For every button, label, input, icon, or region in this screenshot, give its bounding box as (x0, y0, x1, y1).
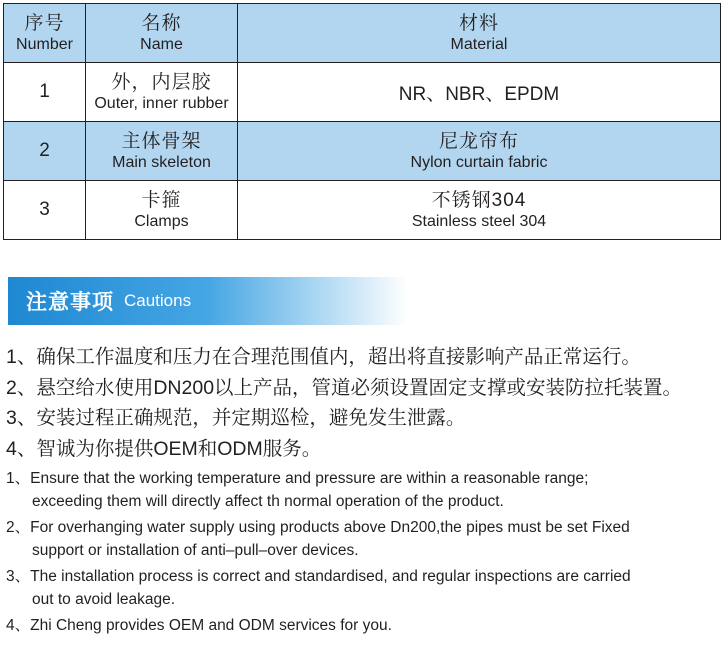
row-name-en: Clamps (134, 212, 189, 230)
caution-item-zh: 3、安装过程正确规范，并定期巡检，避免发生泄露。 (6, 407, 466, 429)
caution-item-zh: 1、确保工作温度和压力在合理范围值内，超出将直接影响产品正常运行。 (6, 346, 641, 368)
row-material-zh: NR、NBR、EPDM (398, 83, 560, 105)
caution-item-zh: 4、智诚为你提供OEM和ODM服务。 (6, 437, 322, 460)
caution-item-en (6, 468, 721, 513)
table-row (3, 181, 721, 240)
row-number (4, 122, 86, 180)
row-name-en: Main skeleton (112, 153, 211, 171)
row-material (238, 181, 720, 239)
caution-item-en-line1: 2、For overhanging water supply using products above Dn200,the pipes must be set Fixed (6, 519, 630, 536)
row-number (4, 63, 86, 121)
caution-item-en-line2: out to avoid leakage. (32, 590, 176, 608)
row-name (86, 63, 238, 121)
row-number-value: 3 (39, 199, 50, 220)
caution-item-en (6, 566, 721, 611)
cautions-list-zh (6, 342, 724, 464)
caution-item-zh: 2、悬空给水使用DN200以上产品，管道必须设置固定支撑或安装防拉托装置。 (6, 376, 683, 399)
row-name-zh: 主体骨架 (121, 130, 202, 152)
row-material-zh: 不锈钢304 (431, 189, 527, 211)
table-row (3, 122, 721, 181)
table-row (3, 63, 721, 122)
caution-item-en-line2: exceeding them will directly affect th normal operation of the product. (32, 492, 504, 510)
header-number-zh: 序号 (24, 12, 65, 34)
row-number (4, 181, 86, 239)
caution-item-en-line2: support or installation of anti–pull–over devices. (32, 541, 359, 559)
caution-item-en-line1: 4、Zhi Cheng provides OEM and ODM services for you. (6, 617, 392, 634)
cautions-banner (8, 277, 408, 325)
caution-item-en-line1: 3、The installation process is correct and standardised, and regular inspections are carried (6, 568, 631, 585)
row-name (86, 122, 238, 180)
cautions-title-zh: 注意事项 (26, 291, 114, 314)
caution-item-en (6, 615, 721, 638)
row-name-en: Outer, inner rubber (94, 94, 229, 112)
header-name (86, 4, 238, 62)
row-number-value: 1 (39, 81, 50, 102)
header-material-zh: 材料 (458, 12, 499, 34)
table-header-row (3, 3, 721, 63)
row-material-en: Stainless steel 304 (411, 212, 547, 230)
caution-item-en-line1: 1、Ensure that the working temperature and pressure are within a reasonable range; (6, 470, 589, 487)
header-material-en: Material (450, 35, 508, 53)
row-name-zh: 外，内层胶 (111, 71, 212, 93)
header-material (238, 4, 720, 62)
header-name-en: Name (140, 35, 183, 53)
row-number-value: 2 (39, 140, 50, 161)
caution-item-en (6, 517, 721, 562)
header-name-zh: 名称 (141, 12, 182, 34)
materials-table (3, 3, 721, 240)
header-number (4, 4, 86, 62)
row-material-en: Nylon curtain fabric (410, 153, 548, 171)
header-number-en: Number (16, 35, 73, 53)
row-name (86, 181, 238, 239)
row-name-zh: 卡箍 (141, 189, 182, 211)
row-material (238, 122, 720, 180)
cautions-list-en (6, 468, 721, 642)
row-material-zh: 尼龙帘布 (438, 130, 519, 152)
cautions-title-en: Cautions (124, 291, 192, 310)
row-material (238, 63, 720, 121)
